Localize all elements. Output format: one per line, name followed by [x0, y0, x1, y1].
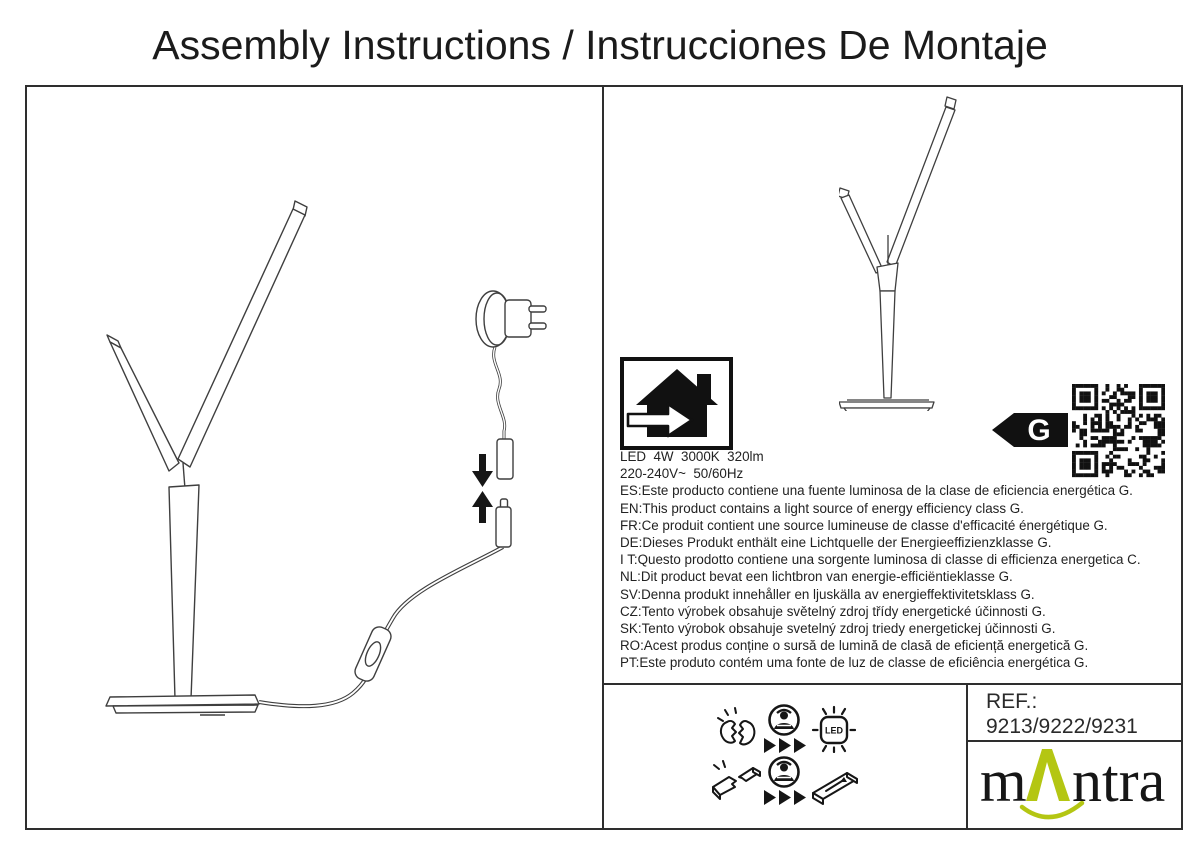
- broken-bulb-icon: [715, 706, 759, 752]
- instruction-box: [25, 85, 1183, 830]
- ref-label: REF.:: [986, 690, 1038, 713]
- energy-class-letter: G: [1027, 414, 1051, 447]
- triple-arrow-icon: [764, 738, 806, 753]
- led-icon-label: LED: [825, 725, 843, 736]
- right-panel: [604, 87, 1183, 828]
- lang-line-fr: FR:Ce produit contient une source lumineuse de classe d'efficacité énergétique G.: [620, 517, 1108, 533]
- broken-driver-icon: [710, 759, 762, 801]
- product-info-text: [620, 448, 1176, 671]
- lang-line-de: DE:Dieses Produkt enthält eine Lichtquelle der Energieeffizienzklasse G.: [620, 534, 1052, 550]
- spec-line: 220-240V~ 50/60Hz: [620, 466, 744, 482]
- indoor-use-icon: [620, 357, 733, 450]
- lang-line-en: EN:This product contains a light source of energy efficiency class G.: [620, 500, 1024, 516]
- brand-text-suffix: ntra: [1071, 748, 1165, 814]
- female-connector: [497, 439, 513, 479]
- lang-line-pt: PT:Este produto contém uma fonte de luz de classe de eficiência energética G.: [620, 655, 1089, 671]
- lang-line-nl: NL:Dit product bevat een lichtbron van energie-efficiëntieklasse G.: [620, 569, 1013, 585]
- brand-text-prefix: m: [979, 748, 1027, 814]
- led-module-icon: [811, 704, 856, 753]
- page-title: Assembly Instructions / Instrucciones De Montaje: [152, 22, 1048, 68]
- lang-line-sv: SV:Denna produkt innehåller en ljuskälla av energieffektivitetsklass G.: [620, 586, 1035, 602]
- lang-line-ro: RO:Acest produs conține o sursă de lumină de clasă de eficiență energetică G.: [620, 638, 1089, 654]
- lang-line-sk: SK:Tento výrobok obsahuje svetelný zdroj triedy energetickej účinnosti G.: [620, 620, 1056, 636]
- energy-class-badge: [992, 411, 1070, 449]
- led-driver-icon: [809, 763, 861, 805]
- male-connector: [496, 499, 511, 547]
- lang-line-cz: CZ:Tento výrobek obsahuje světelný zdroj třídy energetické účinnosti G.: [620, 603, 1046, 619]
- triple-arrow-icon: [764, 790, 806, 805]
- spec-line: LED 4W 3000K 320lm: [620, 449, 764, 464]
- lamp-side-view: [106, 201, 307, 715]
- lamp-assembly-drawing: [27, 87, 602, 828]
- connect-arrows: [472, 454, 493, 523]
- inline-switch: [352, 624, 393, 683]
- ref-value: 9213/9222/9231: [986, 715, 1138, 738]
- brand-caret-icon: [1026, 749, 1070, 801]
- technician-icon: [767, 703, 801, 737]
- lang-line-it: I T:Questo prodotto contiene una sorgente luminosa di classe di efficienza energetica C.: [620, 552, 1141, 568]
- technician-icon: [767, 755, 801, 789]
- lamp-front-drawing: [839, 95, 964, 411]
- left-panel: [27, 87, 602, 828]
- brand-cell: [968, 742, 1183, 828]
- brand-logo: [980, 743, 1172, 827]
- ref-cell: [968, 685, 1183, 740]
- lang-line-es: ES:Este producto contiene una fuente luminosa de la clase de eficiencia energética G.: [620, 483, 1133, 499]
- plug-adapter: [476, 291, 546, 439]
